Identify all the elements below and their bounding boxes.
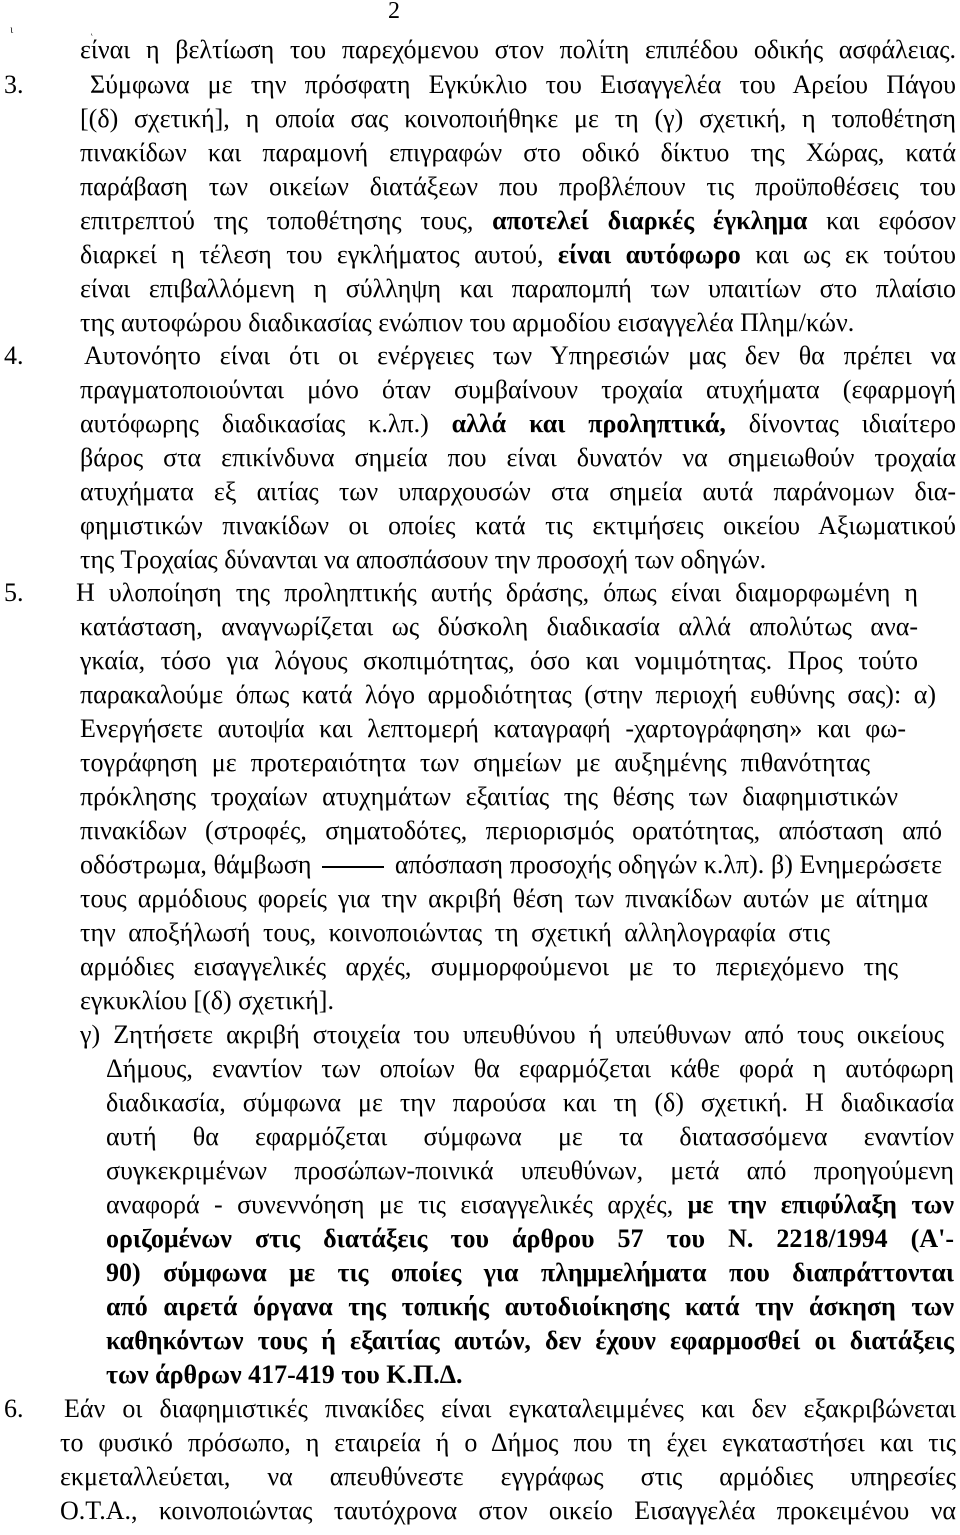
item-number-3: 3. — [4, 70, 24, 99]
text-run: απόσπαση προσοχής οδηγών κ.λπ). β) Ενημερώσετε — [394, 850, 943, 879]
text-line: των άρθρων 417-419 του Κ.Π.Δ. — [106, 1360, 463, 1389]
text-line: πρόκλησης τροχαίων ατυχημάτων εξαιτίας της θέσης των διαφημιστικών — [80, 782, 898, 811]
text-line: ατυχήματα εξ αιτίας των υπαρχουσών στα σημεία αυτά παράνομων δια- — [80, 477, 956, 506]
text-line: [(δ) σχετική], η οποία σας κοινοποιήθηκε με τη (γ) σχετική, η τοποθέτηση — [80, 104, 956, 133]
text-line: Εάν οι διαφημιστικές πινακίδες είναι εγκαταλειμμένες και δεν εξακριβώνεται — [64, 1394, 956, 1423]
text-line — [80, 850, 942, 880]
text-line: παράβαση των οικείων διατάξεων που προβλέπουν τις προϋποθέσεις του — [80, 172, 956, 201]
text-line: πραγματοποιούνται μόνο όταν συμβαίνουν τροχαία ατυχήματα (εφαρμογή — [80, 375, 956, 404]
item-number-6: 6. — [4, 1394, 24, 1423]
text-line: καθηκόντων τους ή εξαιτίας αυτών, δεν έχουν εφαρμοσθεί οι διατάξεις — [106, 1326, 954, 1355]
text-line: τογράφηση με προτεραιότητα των σημείων με αυξημένης πιθανότητας — [80, 748, 870, 777]
emphasis-text: με την επιφύλαξη των — [687, 1190, 954, 1219]
text-line — [80, 409, 956, 439]
text-line: την αποξήλωσή τους, κοινοποιώντας τη σχετική αλληλογραφία στις — [80, 918, 830, 947]
text-line: είναι επιβαλλόμενη η σύλληψη και παραπομπή των υπαιτίων στο πλαίσιο — [80, 274, 956, 303]
text-run: και ως εκ τούτου — [755, 240, 957, 269]
text-line: Σύμφωνα με την πρόσφατη Εγκύκλιο του Εισαγγελέα του Αρείου Πάγου — [90, 70, 956, 99]
item-number-4: 4. — [4, 341, 24, 370]
text-line: από αιρετά όργανα της τοπικής αυτοδιοίκησης κατά την άσκηση των — [106, 1292, 954, 1321]
text-line: εγκυκλίου [(δ) σχετική]. — [80, 986, 334, 1015]
text-line — [80, 206, 956, 236]
emphasis-text: είναι αυτόφωρο — [557, 240, 741, 269]
emphasis-text: αποτελεί διαρκές έγκλημα — [492, 206, 808, 235]
em-dash — [322, 866, 384, 868]
text-line: παρακαλούμε όπως κατά λόγο αρμοδιότητας (στην περιοχή ευθύνης σας): α) — [80, 680, 936, 709]
text-line: είναι η βελτίωση του παρεχόμενου στον πολίτη επιπέδου οδικής ασφάλειας. — [80, 35, 956, 64]
text-line: Αυτονόητο είναι ότι οι ενέργειες των Υπηρεσιών μας δεν θα πρέπει να — [84, 341, 956, 370]
text-line: οριζομένων στις διατάξεις του άρθρου 57 του Ν. 2218/1994 (Α'- — [106, 1224, 954, 1253]
text-run: διαρκεί η τέλεση του εγκλήματος αυτού, — [80, 240, 544, 269]
text-line: πινακίδων και παραμονή επιγραφών στο οδικό δίκτυο της Χώρας, κατά — [80, 138, 956, 167]
text-line: Ενεργήσετε αυτοψία και λεπτομερή καταγραφή -χαρτογράφηση» και φω- — [80, 714, 906, 743]
text-line: γκαία, τόσο για λόγους σκοπιμότητας, όσο και νομιμότητας. Προς τούτο — [80, 646, 918, 675]
text-line: Η υλοποίηση της προληπτικής αυτής δράσης, όπως είναι διαμορφωμένη η — [76, 578, 918, 607]
text-line: Δήμους, εναντίον των οποίων θα εφαρμόζεται κάθε φορά η αυτόφωρη — [106, 1054, 954, 1083]
text-line: εκμεταλλεύεται, να απευθύνεστε εγγράφως στις αρμόδιες υπηρεσίες — [60, 1462, 956, 1491]
text-run: οδόστρωμα, θάμβωση — [80, 850, 312, 879]
text-line: αρμόδιες εισαγγελικές αρχές, συμμορφούμενοι με το περιεχόμενο της — [80, 952, 898, 981]
item-number-5: 5. — [4, 578, 24, 607]
text-line — [80, 240, 956, 270]
page-number: 2 — [388, 0, 400, 24]
text-run: επιτρεπτού της τοποθέτησης τους, — [80, 206, 474, 235]
text-line: συγκεκριμένων προσώπων-ποινικά υπευθύνων, μετά από προηγούμενη — [106, 1156, 954, 1185]
text-line: το φυσικό πρόσωπο, η εταιρεία ή ο Δήμος που τη έχει εγκαταστήσει και τις — [60, 1428, 956, 1457]
text-line: γ) Ζητήσετε ακριβή στοιχεία του υπευθύνου ή υπεύθυνων από τους οικείους — [80, 1020, 944, 1049]
emphasis-text: αλλά και προληπτικά, — [451, 409, 726, 438]
text-line: αυτή θα εφαρμόζεται σύμφωνα με τα διατασσόμενα εναντίον — [106, 1122, 954, 1151]
text-line: πινακίδων (στροφές, σηματοδότες, περιορισμός ορατότητας, απόσταση από — [80, 816, 942, 845]
text-line: κατάσταση, αναγνωρίζεται ως δύσκολη διαδικασία αλλά απολύτως ανα- — [80, 612, 918, 641]
text-line: της Τροχαίας δύνανται να αποσπάσουν την προσοχή των οδηγών. — [80, 545, 767, 574]
text-run: και εφόσον — [826, 206, 957, 235]
text-line: βάρος στα επικίνδυνα σημεία που είναι δυνατόν να σημειωθούν τροχαία — [80, 443, 956, 472]
text-line: Ο.Τ.Α., κοινοποιώντας ταυτόχρονα στον οικείο Εισαγγελέα προκειμένου να — [60, 1496, 956, 1525]
stray-mark: ι — [10, 22, 14, 36]
text-line: 90) σύμφωνα με τις οποίες για πλημμελήματα που διαπράττονται — [106, 1258, 954, 1287]
text-line — [106, 1190, 954, 1220]
text-line: τους αρμόδιους φορείς για την ακριβή θέση των πινακίδων αυτών με αίτημα — [80, 884, 928, 913]
text-run: αυτόφωρης διαδικασίας κ.λπ.) — [80, 409, 429, 438]
text-line: της αυτοφώρου διαδικασίας ενώπιον του αρμοδίου εισαγγελέα Πλημ/κών. — [80, 308, 855, 337]
text-line: διαδικασία, σύμφωνα με την παρούσα και τη (δ) σχετική. Η διαδικασία — [106, 1088, 954, 1117]
text-run: αναφορά - συνεννόηση με τις εισαγγελικές αρχές, — [106, 1190, 674, 1219]
text-line: φημιστικών πινακίδων οι οποίες κατά τις εκτιμήσεις οικείου Αξιωματικού — [80, 511, 956, 540]
text-run: δίνοντας ιδιαίτερο — [748, 409, 957, 438]
